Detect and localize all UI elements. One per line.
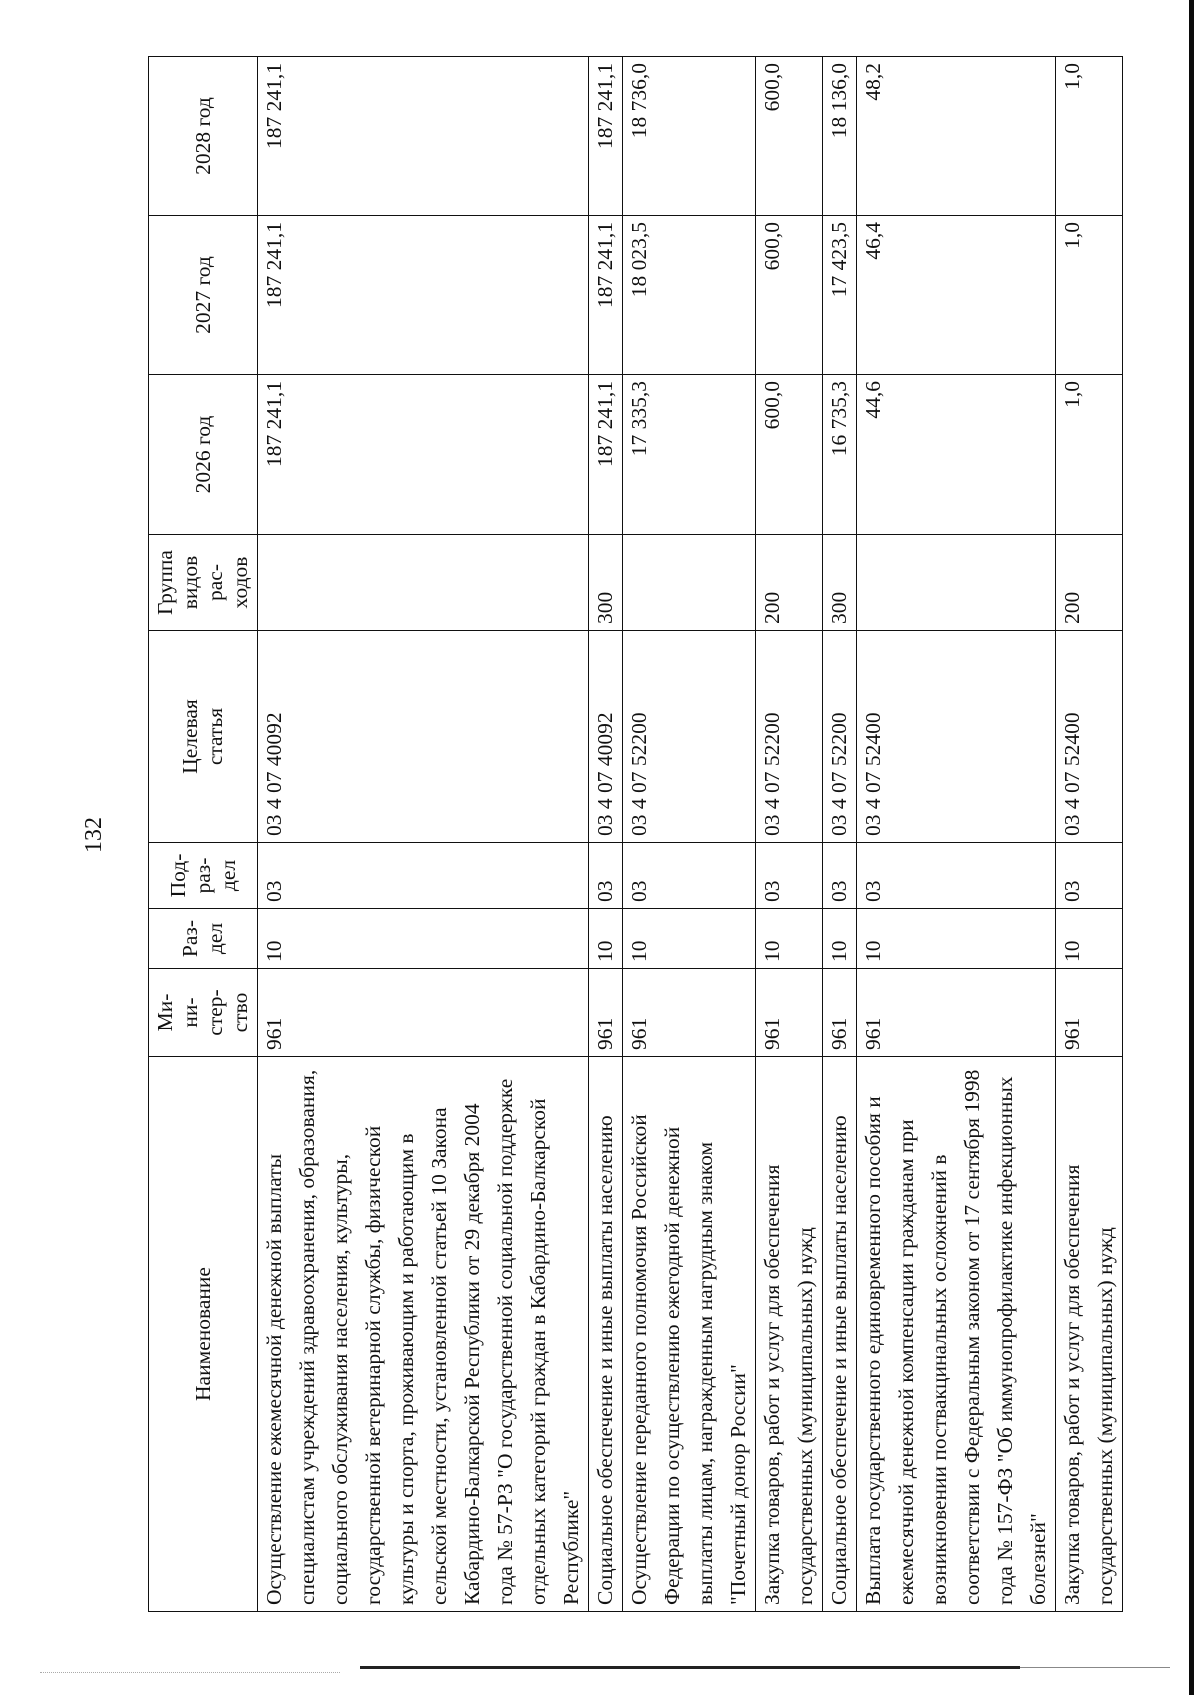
table-row bbox=[756, 57, 823, 1612]
row-section: 10 bbox=[823, 909, 857, 969]
row-ministry: 961 bbox=[623, 969, 756, 1057]
scan-noise bbox=[40, 1671, 340, 1673]
row-group bbox=[857, 535, 1056, 631]
row-subsection: 03 bbox=[756, 843, 823, 909]
row-section: 10 bbox=[756, 909, 823, 969]
header-section: Раз- дел bbox=[149, 909, 258, 969]
row-ministry: 961 bbox=[1056, 969, 1123, 1057]
header-2028: 2028 год bbox=[149, 57, 258, 216]
row-group: 300 bbox=[589, 535, 623, 631]
row-ministry: 961 bbox=[857, 969, 1056, 1057]
row-group: 300 bbox=[823, 535, 857, 631]
table-header-row bbox=[149, 57, 258, 1612]
header-2027: 2027 год bbox=[149, 216, 258, 375]
row-target: 03 4 07 40092 bbox=[589, 631, 623, 843]
row-name: Осуществление ежемесячной денежной выплаты специалистам учреждений здравоохранения, образования, социального обслуживания населения, культуры, государственной ветеринарной службы, физической культуры и спорта, проживающим и работающим в сельской местности, установленной статьей 10 Закона Кабардино-Балкарской Республики от 29 декабря 2004 года № 57-РЗ "О государственной социальной поддержке отдельных категорий граждан в Кабардино-Балкарской Республике" bbox=[258, 1057, 589, 1612]
row-2027: 187 241,1 bbox=[589, 216, 623, 375]
row-group bbox=[623, 535, 756, 631]
row-2026: 600,0 bbox=[756, 375, 823, 535]
header-target: Целевая статья bbox=[149, 631, 258, 843]
row-ministry: 961 bbox=[589, 969, 623, 1057]
header-ministry: Ми- ни- стер- ство bbox=[149, 969, 258, 1057]
row-2028: 48,2 bbox=[857, 57, 1056, 216]
row-section: 10 bbox=[1056, 909, 1123, 969]
row-name: Социальное обеспечение и иные выплаты населению bbox=[589, 1057, 623, 1612]
row-group: 200 bbox=[756, 535, 823, 631]
row-name: Закупка товаров, работ и услуг для обеспечения государственных (муниципальных) нужд bbox=[1056, 1057, 1123, 1612]
row-group: 200 bbox=[1056, 535, 1123, 631]
row-target: 03 4 07 52200 bbox=[823, 631, 857, 843]
row-target: 03 4 07 52200 bbox=[756, 631, 823, 843]
header-subsection: Под- раз- дел bbox=[149, 843, 258, 909]
row-2027: 600,0 bbox=[756, 216, 823, 375]
row-2028: 18 736,0 bbox=[623, 57, 756, 216]
table-row bbox=[623, 57, 756, 1612]
row-section: 10 bbox=[623, 909, 756, 969]
budget-table bbox=[148, 56, 1123, 1612]
table-row bbox=[589, 57, 623, 1612]
row-2028: 187 241,1 bbox=[589, 57, 623, 216]
row-section: 10 bbox=[258, 909, 589, 969]
page-number: 132 bbox=[81, 817, 107, 853]
header-2026: 2026 год bbox=[149, 375, 258, 535]
row-2027: 17 423,5 bbox=[823, 216, 857, 375]
row-subsection: 03 bbox=[258, 843, 589, 909]
row-target: 03 4 07 52400 bbox=[1056, 631, 1123, 843]
row-2026: 16 735,3 bbox=[823, 375, 857, 535]
scan-border-bottom-thin bbox=[1020, 1667, 1170, 1668]
row-section: 10 bbox=[857, 909, 1056, 969]
table-row bbox=[1056, 57, 1123, 1612]
row-target: 03 4 07 40092 bbox=[258, 631, 589, 843]
row-2027: 46,4 bbox=[857, 216, 1056, 375]
row-ministry: 961 bbox=[258, 969, 589, 1057]
row-2026: 17 335,3 bbox=[623, 375, 756, 535]
row-subsection: 03 bbox=[589, 843, 623, 909]
table-row bbox=[823, 57, 857, 1612]
row-ministry: 961 bbox=[756, 969, 823, 1057]
row-2026: 1,0 bbox=[1056, 375, 1123, 535]
row-group bbox=[258, 535, 589, 631]
row-subsection: 03 bbox=[857, 843, 1056, 909]
row-name: Выплата государственного единовременного пособия и ежемесячной денежной компенсации гражданам при возникновении поствакцинальных осложнений в соответствии с Федеральным законом от 17 сентября 1998 года № 157-ФЗ "Об иммунопрофилактике инфекционных болезней" bbox=[857, 1057, 1056, 1612]
scan-border-bottom bbox=[360, 1666, 1020, 1669]
row-name: Социальное обеспечение и иные выплаты населению bbox=[823, 1057, 857, 1612]
row-name: Осуществление переданного полномочия Российской Федерации по осуществлению ежегодной денежной выплаты лицам, награжденным нагрудным знаком "Почетный донор России" bbox=[623, 1057, 756, 1612]
row-2027: 1,0 bbox=[1056, 216, 1123, 375]
row-ministry: 961 bbox=[823, 969, 857, 1057]
row-subsection: 03 bbox=[623, 843, 756, 909]
row-target: 03 4 07 52400 bbox=[857, 631, 1056, 843]
table-row bbox=[258, 57, 589, 1612]
row-2026: 187 241,1 bbox=[589, 375, 623, 535]
row-2028: 1,0 bbox=[1056, 57, 1123, 216]
table-row bbox=[857, 57, 1056, 1612]
row-2027: 18 023,5 bbox=[623, 216, 756, 375]
row-2027: 187 241,1 bbox=[258, 216, 589, 375]
header-name: Наименование bbox=[149, 1057, 258, 1612]
row-target: 03 4 07 52200 bbox=[623, 631, 756, 843]
row-2026: 44,6 bbox=[857, 375, 1056, 535]
row-subsection: 03 bbox=[823, 843, 857, 909]
row-subsection: 03 bbox=[1056, 843, 1123, 909]
row-2028: 600,0 bbox=[756, 57, 823, 216]
row-2028: 18 136,0 bbox=[823, 57, 857, 216]
row-2026: 187 241,1 bbox=[258, 375, 589, 535]
row-section: 10 bbox=[589, 909, 623, 969]
row-2028: 187 241,1 bbox=[258, 57, 589, 216]
header-expense-group: Группа видов рас- ходов bbox=[149, 535, 258, 631]
rotated-page-content bbox=[148, 57, 1117, 1612]
scan-border-right bbox=[1189, 0, 1194, 1695]
row-name: Закупка товаров, работ и услуг для обеспечения государственных (муниципальных) нужд bbox=[756, 1057, 823, 1612]
